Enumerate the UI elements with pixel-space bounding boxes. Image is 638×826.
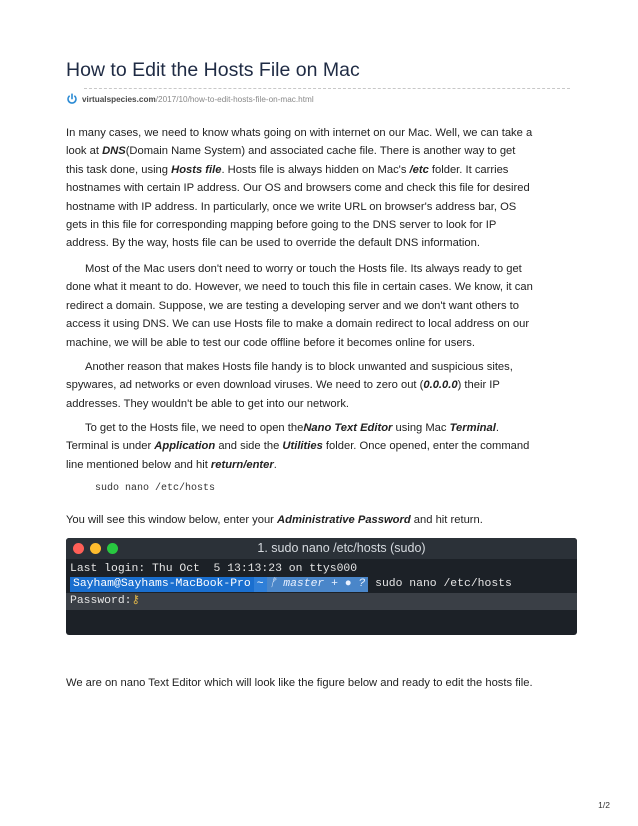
paragraph-2 xyxy=(66,260,576,352)
p1-line: hostname with IP address. In particularly, once we write URL on browser's address bar, OS xyxy=(66,200,517,213)
command-code: sudo nano /etc/hosts xyxy=(95,483,216,494)
p2-line: machine, we will be able to test our code offline before it becomes online for users. xyxy=(66,336,475,349)
terminal-titlebar xyxy=(66,538,577,559)
password-prompt: Password:⚷ xyxy=(70,595,140,607)
password-row xyxy=(66,593,577,610)
zero-ip-term: 0.0.0.0 xyxy=(423,379,458,392)
p1-line: In many cases, we need to know whats going on with internet on our Mac. Well, we can take a xyxy=(66,127,533,139)
p1-line: address. By the way, hosts file can be used to override the default DNS information. xyxy=(66,237,480,250)
p3-line: addresses. They wouldn't be able to get into our network. xyxy=(66,397,350,410)
prompt-user: Sayham@Sayhams-MacBook-Pro xyxy=(70,577,254,592)
paragraph-6: We are on nano Text Editor which will look like the figure below and ready to edit the hosts file. xyxy=(66,677,533,689)
p1-line: look at DNS(Domain Name System) and associated cache file. There is another way to get xyxy=(66,145,516,158)
terminal-screenshot xyxy=(66,538,577,635)
paragraph-3 xyxy=(66,358,576,413)
power-icon xyxy=(66,93,78,105)
hosts-file-term: Hosts file xyxy=(171,163,222,176)
source-link[interactable] xyxy=(66,92,314,106)
p2-line: done what it meant to do. However, we need to touch this file in certain cases. We know, it can xyxy=(66,281,533,294)
source-path[interactable]: /2017/10/how-to-edit-hosts-file-on-mac.html xyxy=(155,94,314,104)
admin-password-term: Administrative Password xyxy=(277,514,411,526)
paragraph-1 xyxy=(66,124,576,253)
page-title: How to Edit the Hosts File on Mac xyxy=(66,59,360,81)
nano-term: Nano Text Editor xyxy=(303,422,393,434)
p4-line: Terminal is under Application and side the Utilities folder. Once opened, enter the command xyxy=(66,440,530,453)
return-term: return/enter xyxy=(210,458,274,471)
p1-line: gets in this file for corresponding mapping before going to the DNS server to look for IP xyxy=(66,219,497,232)
prompt-dir: ~ xyxy=(254,577,267,592)
application-term: Application xyxy=(154,440,216,453)
key-icon: ⚷ xyxy=(131,595,140,607)
p4-line: line mentioned below and hit return/enter. xyxy=(66,458,277,471)
terminal-term: Terminal xyxy=(449,422,496,434)
p1-line: hostnames with certain IP address. Our OS and browsers come and check this file for desired xyxy=(66,182,530,195)
p2-line: Most of the Mac users don't need to worry or touch the Hosts file. Its always ready to get xyxy=(85,263,522,275)
p1-line: this task done, using Hosts file. Hosts file is always hidden on Mac's /etc folder. It carries xyxy=(66,163,509,176)
p2-line: redirect a domain. Suppose, we are testing a developing server and we don't want others to xyxy=(66,299,520,312)
prompt-line xyxy=(70,577,512,592)
etc-term: /etc xyxy=(409,163,429,176)
prompt-git: ᚠ master + ● ? xyxy=(267,577,369,592)
source-domain[interactable]: virtualspecies.com xyxy=(82,94,156,104)
prompt-command: sudo nano /etc/hosts xyxy=(368,578,512,590)
header-divider xyxy=(84,88,570,89)
terminal-title: 1. sudo nano /etc/hosts (sudo) xyxy=(257,541,426,555)
p2-line: access it using DNS. We can use Hosts file to make a domain redirect to local address on our xyxy=(66,318,530,331)
p4-line: To get to the Hosts file, we need to open theNano Text Editor using Mac Terminal. xyxy=(85,422,499,434)
page-number: 1/2 xyxy=(598,800,610,810)
dns-term: DNS xyxy=(102,145,126,158)
paragraph-5: You will see this window below, enter your Administrative Password and hit return. xyxy=(66,514,483,526)
last-login-line: Last login: Thu Oct 5 13:13:23 on ttys000 xyxy=(70,563,358,575)
utilities-term: Utilities xyxy=(282,440,323,453)
p3-line: Another reason that makes Hosts file handy is to block unwanted and suspicious sites, xyxy=(85,361,513,373)
paragraph-4 xyxy=(66,419,576,474)
p3-line: spywares, ad networks or even download viruses. We need to zero out (0.0.0.0) their IP xyxy=(66,379,500,392)
